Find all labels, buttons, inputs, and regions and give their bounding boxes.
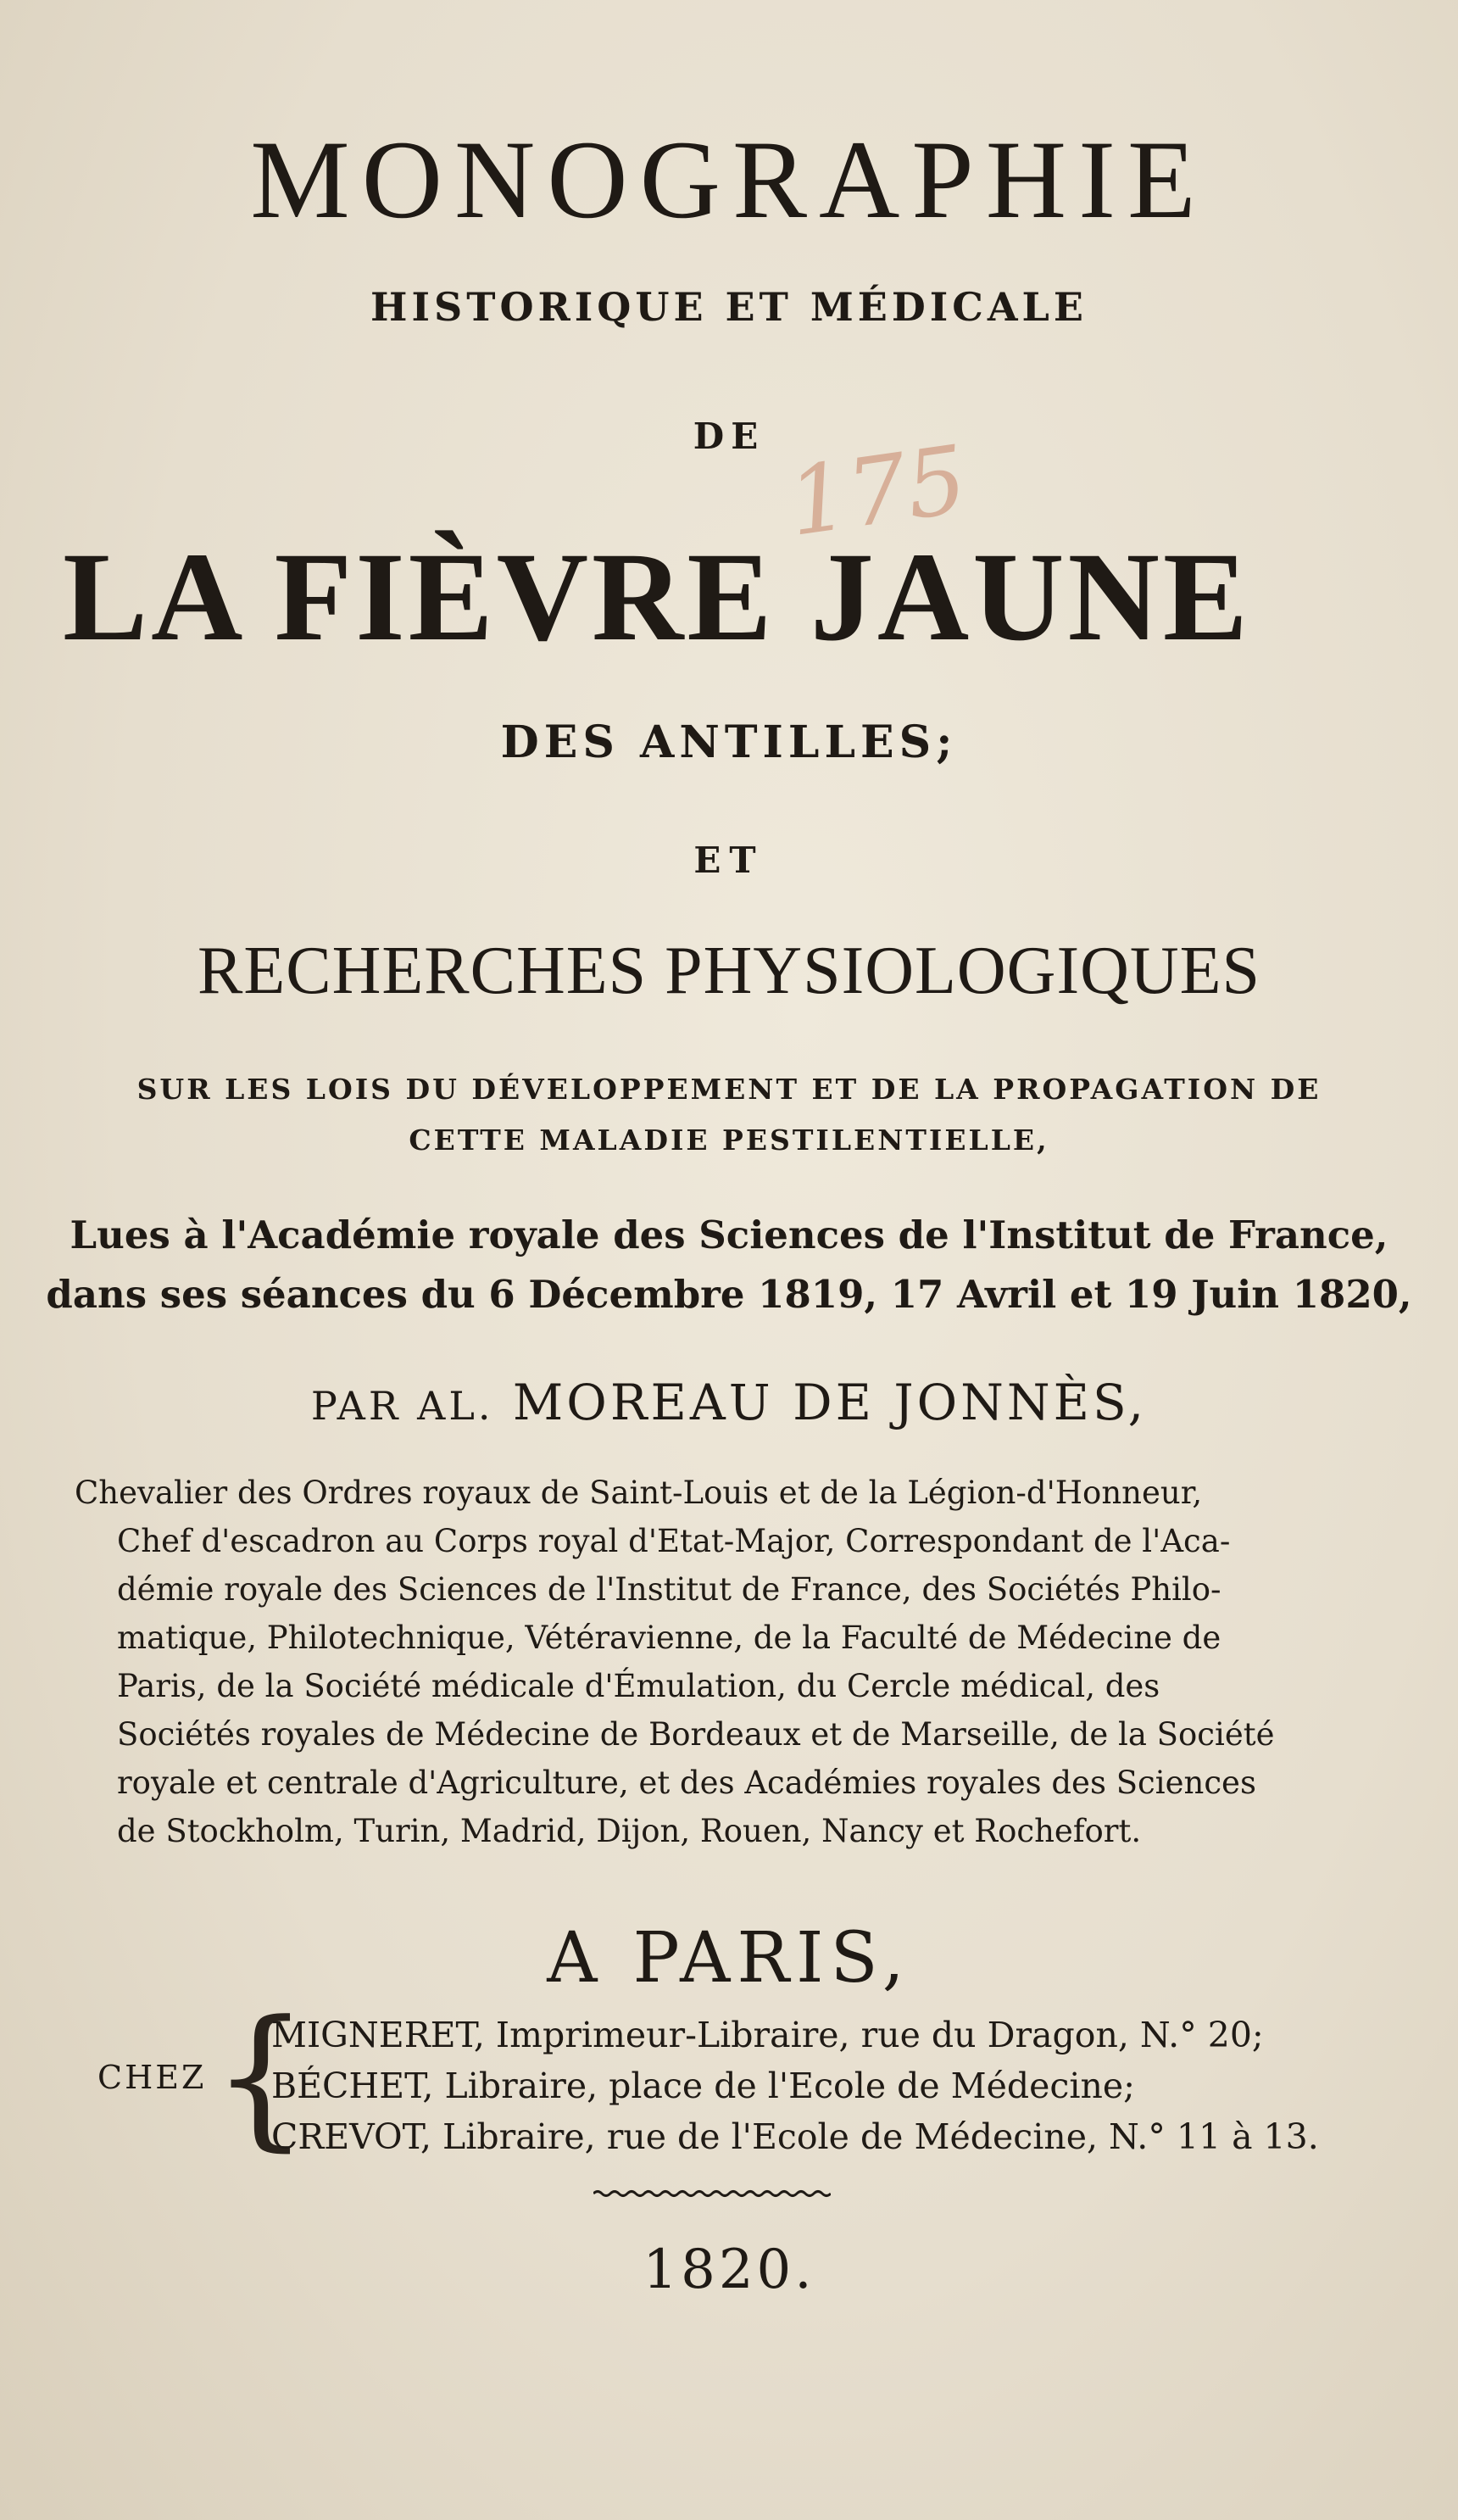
credentials-line: Chef d'escadron au Corps royal d'Etat-Major, Correspondant de l'Aca-: [117, 1523, 1231, 1559]
title-monographie: MONOGRAPHIE: [250, 117, 1208, 242]
title-antilles: DES ANTILLES;: [500, 716, 958, 768]
credentials-line: de Stockholm, Turin, Madrid, Dijon, Rouen, Nancy et Rochefort.: [117, 1813, 1142, 1849]
lues-line-2: dans ses séances du 6 Décembre 1819, 17 Avril et 19 Juin 1820,: [46, 1272, 1412, 1317]
title-de: DE: [693, 415, 765, 457]
author-name: MOREAU DE JONNÈS,: [512, 1374, 1148, 1431]
credentials-line: Chevalier des Ordres royaux de Saint-Louis et de la Légion-d'Honneur,: [75, 1475, 1203, 1511]
subtitle-line-1: SUR LES LOIS DU DÉVELOPPEMENT ET DE LA PROPAGATION DE: [136, 1073, 1322, 1106]
publisher-line: CREVOT, Libraire, rue de l'Ecole de Médecine, N.° 11 à 13.: [271, 2116, 1319, 2157]
title-et: ET: [693, 839, 765, 881]
title-recherches: RECHERCHES PHYSIOLOGIQUES: [198, 934, 1260, 1008]
author-prefix: PAR AL.: [310, 1383, 494, 1429]
publishers-list: [271, 2010, 1319, 2162]
library-shelf-mark: 175: [782, 425, 973, 557]
imprint-place: A PARIS,: [547, 1918, 911, 1999]
subtitle-line-2: CETTE MALADIE PESTILENTIELLE,: [409, 1123, 1049, 1157]
credentials-line: royale et centrale d'Agriculture, et des Académies royales des Sciences: [117, 1765, 1256, 1801]
credentials-line: Paris, de la Société médicale d'Émulation, du Cercle médical, des: [117, 1668, 1160, 1704]
ornamental-rule: [593, 2189, 831, 2198]
publisher-line: MIGNERET, Imprimeur-Libraire, rue du Dragon, N.° 20;: [271, 2015, 1264, 2055]
author-credentials: [75, 1469, 1312, 1855]
credentials-line: Sociétés royales de Médecine de Bordeaux et de Marseille, de la Société: [117, 1716, 1275, 1753]
imprint-chez: CHEZ: [97, 2059, 207, 2096]
publisher-line: BÉCHET, Libraire, place de l'Ecole de Médecine;: [271, 2066, 1135, 2106]
title-historique: HISTORIQUE ET MÉDICALE: [370, 284, 1088, 330]
credentials-line: démie royale des Sciences de l'Institut de France, des Sociétés Philo-: [117, 1571, 1221, 1608]
imprint-year: 1820.: [643, 2238, 815, 2301]
lues-line-1: Lues à l'Académie royale des Sciences de l'Institut de France,: [70, 1213, 1388, 1257]
credentials-line: matique, Philotechnique, Vétéravienne, de la Faculté de Médecine de: [117, 1620, 1221, 1656]
title-fievre-jaune: LA FIÈVRE JAUNE: [63, 527, 1251, 667]
author-line: [0, 1374, 1458, 1431]
brace-icon: {: [212, 1988, 309, 2166]
